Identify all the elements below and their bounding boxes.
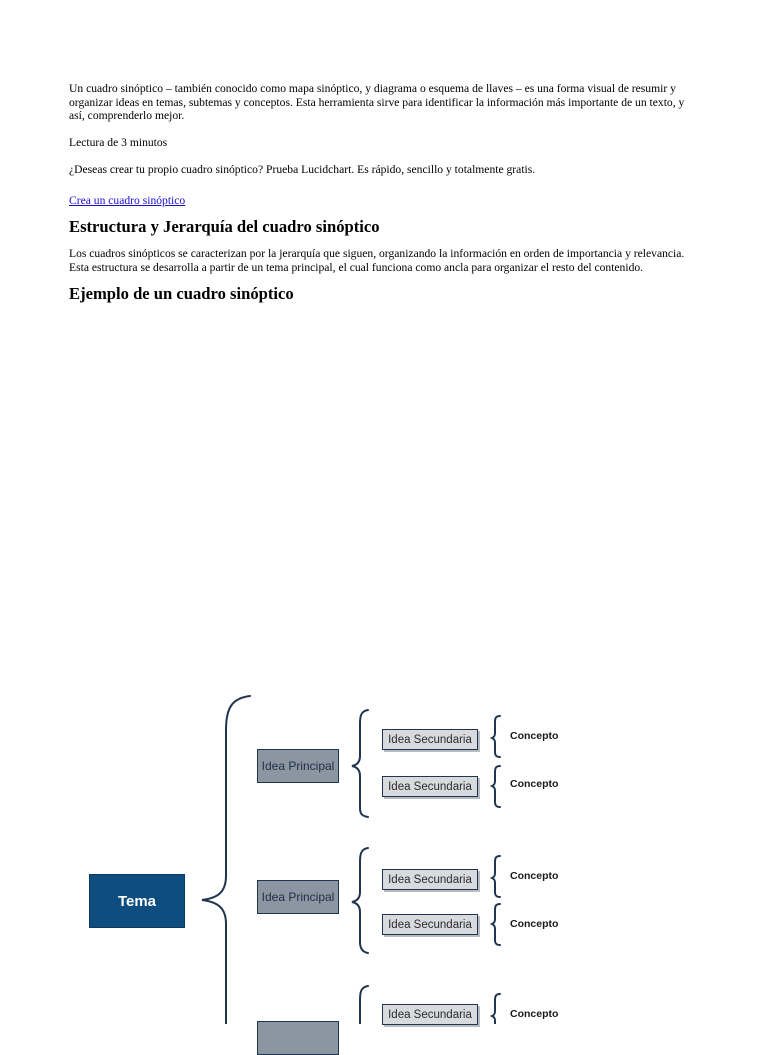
idea-principal-box: Idea Principal [257, 880, 339, 914]
concept-brace [492, 994, 500, 1024]
idea-secundaria-box: Idea Secundaria [382, 914, 478, 935]
idea3-brace [360, 986, 368, 1024]
idea1-brace [352, 710, 368, 817]
concepto-label: Concepto [510, 918, 559, 930]
section-heading-structure: Estructura y Jerarquía del cuadro sinóptico [69, 217, 380, 236]
create-diagram-link[interactable]: Crea un cuadro sinóptico [69, 193, 186, 207]
concepto-label: Concepto [510, 778, 559, 790]
intro-paragraph: Un cuadro sinóptico – también conocido como mapa sinóptico, y diagrama o esquema de llaves – es una forma visual de resumir y organizar ideas en temas, subtemas y conceptos. Esta herramienta sirve para identificar la información más importante de un texto, y así, comprenderlo mejor. [69, 82, 685, 122]
structure-paragraph: Los cuadros sinópticos se caracterizan por la jerarquía que siguen, organizando la información en orden de importancia y relevancia. Esta estructura se desarrolla a partir de un tema principal, el cual funciona como ancla para organizar el resto del contenido. [69, 247, 685, 274]
concepto-label: Concepto [510, 730, 559, 742]
synoptic-diagram [0, 690, 768, 1024]
section-heading-example: Ejemplo de un cuadro sinóptico [69, 284, 294, 303]
idea-principal-box [257, 1021, 339, 1055]
reading-time: Lectura de 3 minutos [69, 135, 168, 149]
concepto-label: Concepto [510, 870, 559, 882]
concept-brace [492, 766, 500, 807]
tema-brace [202, 696, 250, 1024]
idea-secundaria-box: Idea Secundaria [382, 729, 478, 750]
concept-brace [492, 904, 500, 945]
concepto-label: Concepto [510, 1008, 559, 1020]
promo-paragraph: ¿Deseas crear tu propio cuadro sinóptico? Prueba Lucidchart. Es rápido, sencillo y totalmente gratis. [69, 163, 536, 176]
concept-brace [492, 856, 500, 897]
tema-box: Tema [89, 874, 185, 928]
idea-secundaria-box: Idea Secundaria [382, 776, 478, 797]
idea-principal-box: Idea Principal [257, 749, 339, 783]
concept-brace [492, 716, 500, 757]
idea-secundaria-box: Idea Secundaria [382, 869, 478, 890]
idea2-brace [352, 848, 368, 953]
article-body [69, 82, 699, 304]
idea-secundaria-box: Idea Secundaria [382, 1004, 478, 1025]
